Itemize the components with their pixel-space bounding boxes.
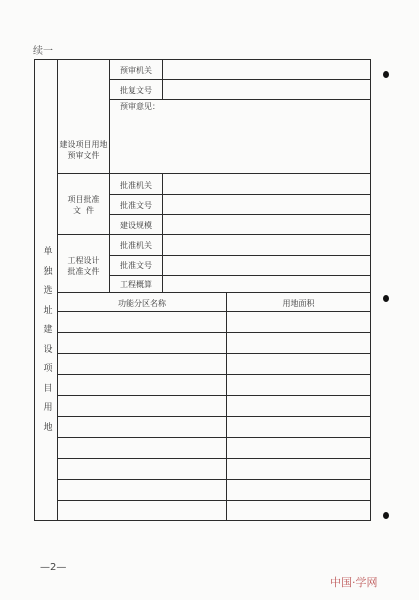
zone-name-header: 功能分区名称 [118,299,166,308]
table-row-divider [57,395,370,396]
section1-title-line1: 建设项目用地 [59,140,108,149]
preview-authority-label: 预审机关 [120,66,152,75]
side-title-char: 选 [43,286,53,296]
table-row-divider [57,437,370,438]
table-row-divider [57,479,370,480]
table-row-divider [57,353,370,354]
table-row-divider [57,458,370,459]
section3-title-line1: 工程设计 [67,256,100,265]
section3-title-line2: 批准文件 [67,267,100,276]
preview-opinion-label: 预审意见： [120,102,160,111]
binder-hole-dot [383,71,389,78]
side-title-char: 项 [43,364,53,374]
side-title-char: 用 [43,403,53,413]
side-title-char: 地 [43,422,53,433]
continued-label: 续一 [33,46,53,57]
approval-doc-no-label: 批准文号 [120,261,152,270]
project-budget-label: 工程概算 [120,280,152,289]
binder-hole-dot [383,295,389,302]
land-use-form-table [34,59,371,521]
section2-title [58,194,109,216]
section1-title-line2: 预审文件 [67,151,100,160]
table-row-divider [57,416,370,417]
table-row-divider [57,500,370,501]
approval-doc-no-label: 批准文号 [120,201,152,210]
table-row-divider [57,332,370,333]
approval-authority-label: 批准机关 [120,241,152,250]
approval-doc-no-label: 批复文号 [120,86,152,95]
page-number: —2— [40,562,67,573]
section3-title [58,255,109,277]
watermark-logo: 中国·学网 [330,576,378,589]
side-title-char: 单 [43,247,53,257]
side-title-char: 建 [43,325,53,335]
side-title-char: 址 [43,305,53,316]
binder-hole-dot [383,512,389,519]
section2-title-line2: 文 件 [72,206,95,215]
side-title-char: 独 [43,266,53,277]
side-title-char: 目 [43,383,53,394]
side-title-char: 设 [43,344,53,355]
side-title-vertical [42,243,54,438]
section1-title [58,139,109,161]
land-area-header: 用地面积 [282,299,315,308]
approval-authority-label: 批准机关 [120,181,152,190]
construction-scale-label: 建设规模 [120,221,152,230]
section2-title-line1: 项目批准 [67,195,100,204]
table-row-divider [57,374,370,375]
